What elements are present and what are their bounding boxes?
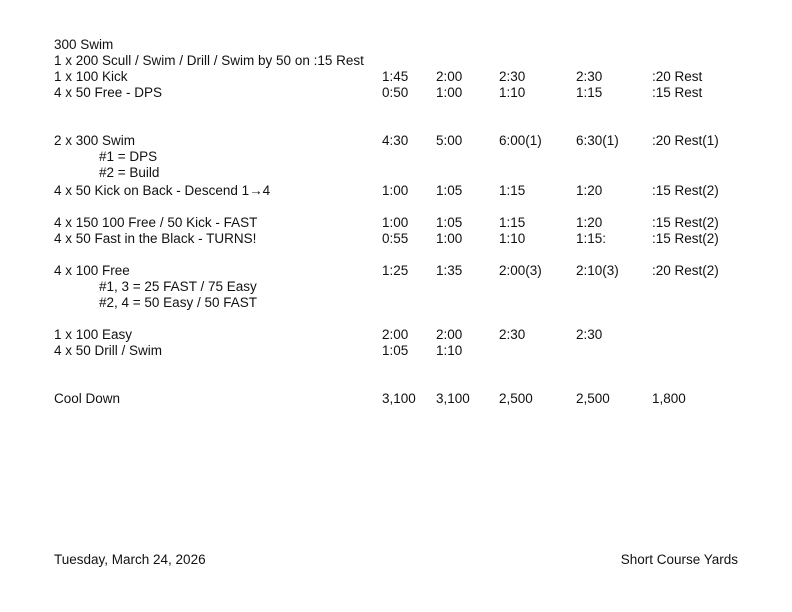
interval-col-1: 1:00 bbox=[382, 215, 409, 230]
set-description: 4 x 50 Fast in the Black - TURNS! bbox=[54, 231, 257, 246]
workout-row bbox=[0, 53, 792, 69]
interval-col-3: 2,500 bbox=[499, 391, 533, 406]
interval-col-2: 1:10 bbox=[436, 343, 463, 358]
workout-row bbox=[0, 183, 792, 199]
interval-col-2: 1:00 bbox=[436, 231, 463, 246]
set-note: #2 = Build bbox=[99, 165, 160, 180]
workout-row bbox=[0, 231, 792, 247]
interval-col-3: 2:30 bbox=[499, 69, 526, 84]
interval-col-2: 1:35 bbox=[436, 263, 463, 278]
interval-col-2: 2:00 bbox=[436, 327, 463, 342]
interval-col-4: 2:10(3) bbox=[576, 263, 619, 278]
interval-col-3: 1:15 bbox=[499, 183, 526, 198]
set-description: 2 x 300 Swim bbox=[54, 133, 136, 148]
interval-col-3: 6:00(1) bbox=[499, 133, 542, 148]
interval-col-1: 0:55 bbox=[382, 231, 409, 246]
footer-date: Tuesday, March 24, 2026 bbox=[54, 552, 206, 567]
interval-col-2: 1:05 bbox=[436, 183, 463, 198]
interval-col-1: 0:50 bbox=[382, 85, 409, 100]
footer-course: Short Course Yards bbox=[620, 552, 738, 567]
interval-col-1: 1:25 bbox=[382, 263, 409, 278]
workout-row bbox=[0, 215, 792, 231]
set-note: #2, 4 = 50 Easy / 50 FAST bbox=[99, 295, 257, 310]
interval-col-1: 1:05 bbox=[382, 343, 409, 358]
interval-col-1: 2:00 bbox=[382, 327, 409, 342]
workout-row bbox=[0, 69, 792, 85]
interval-col-1: 1:45 bbox=[382, 69, 409, 84]
rest-col: :15 Rest(2) bbox=[652, 183, 719, 198]
rest-col: :15 Rest(2) bbox=[652, 231, 719, 246]
workout-row bbox=[0, 85, 792, 101]
rest-col: :15 Rest(2) bbox=[652, 215, 719, 230]
set-description: 4 x 50 Free - DPS bbox=[54, 85, 163, 100]
interval-col-4: 1:15 bbox=[576, 85, 603, 100]
workout-row bbox=[0, 391, 792, 407]
set-note: #1 = DPS bbox=[99, 149, 158, 164]
workout-row bbox=[0, 343, 792, 359]
rest-col: :20 Rest(1) bbox=[652, 133, 719, 148]
interval-col-1: 1:00 bbox=[382, 183, 409, 198]
set-description: 4 x 100 Free bbox=[54, 263, 130, 278]
interval-col-3: 2:00(3) bbox=[499, 263, 542, 278]
workout-row bbox=[0, 149, 792, 165]
workout-row bbox=[0, 327, 792, 343]
rest-col: :15 Rest bbox=[652, 85, 703, 100]
set-description: 1 x 100 Kick bbox=[54, 69, 128, 84]
set-description: 4 x 150 100 Free / 50 Kick - FAST bbox=[54, 215, 258, 230]
workout-row bbox=[0, 263, 792, 279]
interval-col-4: 1:20 bbox=[576, 215, 603, 230]
interval-col-2: 1:00 bbox=[436, 85, 463, 100]
interval-col-1: 3,100 bbox=[382, 391, 416, 406]
interval-col-2: 5:00 bbox=[436, 133, 463, 148]
set-description: 4 x 50 Kick on Back - Descend 1→4 bbox=[54, 183, 271, 198]
set-note: #1, 3 = 25 FAST / 75 Easy bbox=[99, 279, 257, 294]
interval-col-4: 1:20 bbox=[576, 183, 603, 198]
rest-col: 1,800 bbox=[652, 391, 686, 406]
interval-col-2: 2:00 bbox=[436, 69, 463, 84]
interval-col-4: 2:30 bbox=[576, 69, 603, 84]
interval-col-2: 1:05 bbox=[436, 215, 463, 230]
set-description: 4 x 50 Drill / Swim bbox=[54, 343, 163, 358]
interval-col-3: 1:10 bbox=[499, 85, 526, 100]
interval-col-3: 1:15 bbox=[499, 215, 526, 230]
interval-col-4: 2,500 bbox=[576, 391, 610, 406]
interval-col-4: 2:30 bbox=[576, 327, 603, 342]
set-description: Cool Down bbox=[54, 391, 121, 406]
set-description: 300 Swim bbox=[54, 37, 114, 52]
workout-row bbox=[0, 279, 792, 295]
interval-col-3: 2:30 bbox=[499, 327, 526, 342]
rest-col: :20 Rest bbox=[652, 69, 703, 84]
workout-row bbox=[0, 37, 792, 53]
workout-row bbox=[0, 133, 792, 149]
workout-row bbox=[0, 165, 792, 181]
interval-col-2: 3,100 bbox=[436, 391, 470, 406]
set-description: 1 x 100 Easy bbox=[54, 327, 133, 342]
rest-col: :20 Rest(2) bbox=[652, 263, 719, 278]
interval-col-1: 4:30 bbox=[382, 133, 409, 148]
workout-row bbox=[0, 295, 792, 311]
interval-col-4: 1:15: bbox=[576, 231, 607, 246]
set-description: 1 x 200 Scull / Swim / Drill / Swim by 50 on :15 Rest bbox=[54, 53, 364, 68]
interval-col-3: 1:10 bbox=[499, 231, 526, 246]
interval-col-4: 6:30(1) bbox=[576, 133, 619, 148]
